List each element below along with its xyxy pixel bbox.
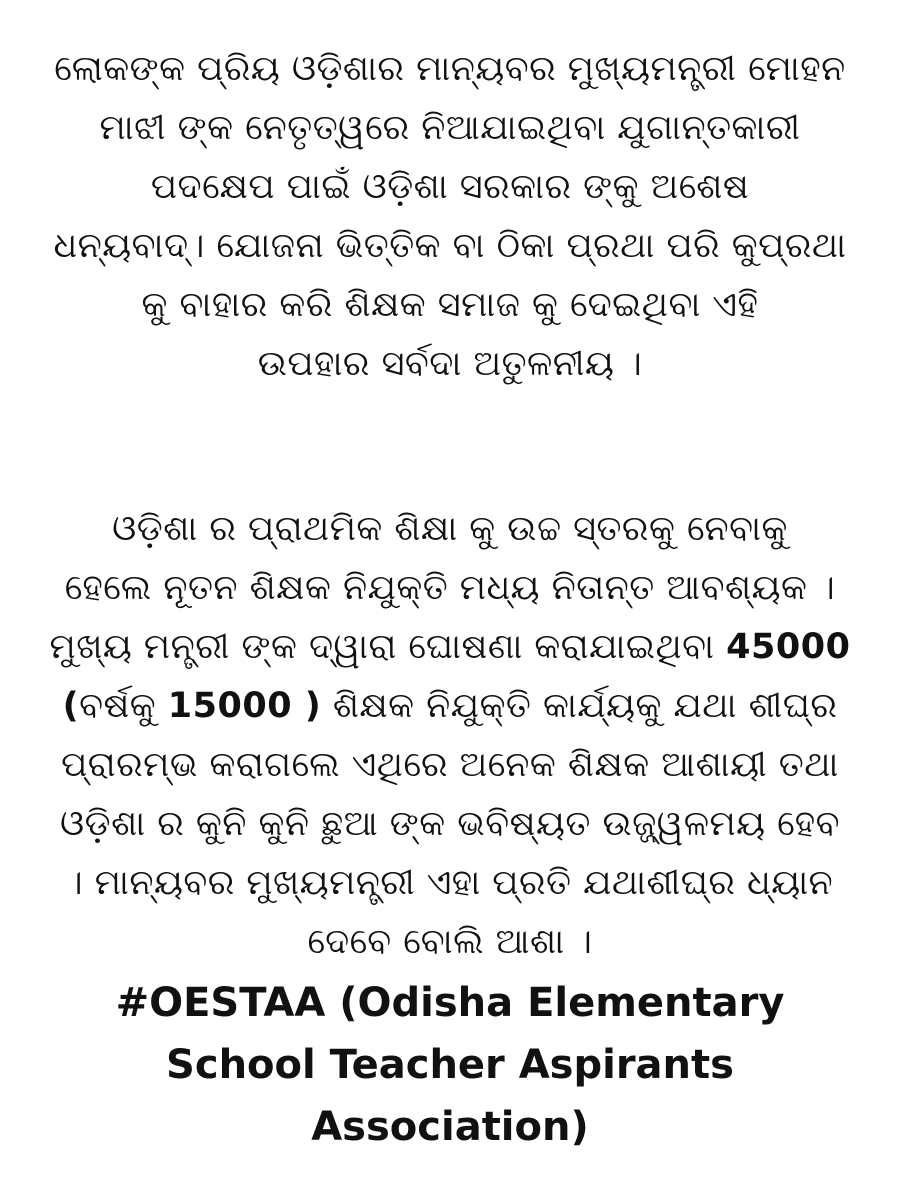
text-segment: ମୁଖ୍ୟ ମନ୍ତ୍ରୀ ଙ୍କ ଦ୍ୱାରା ଘୋଷଣା କରାଯାଇଥିବା — [49, 627, 727, 667]
open-paren: ( — [62, 686, 80, 726]
teacher-count-yearly: 15000 ) — [167, 686, 322, 726]
text-line — [20, 677, 880, 736]
text-line: ଲୋକଙ୍କ ପ୍ରିୟ ଓଡ଼ିଶାର ମାନ୍ୟବର ମୁଖ୍ୟମନ୍ତ୍ରୀ ମୋହନ — [54, 49, 846, 89]
text-line: ଦେବେ ବୋଲି ଆଶା । — [307, 922, 593, 962]
text-line: ପ୍ରାରମ୍ଭ କରାଗଲେ ଏଥିରେ ଅନେକ ଶିକ୍ଷକ ଆଶାୟୀ ତଥା — [61, 745, 839, 785]
document-body — [20, 40, 880, 1158]
text-line: କୁ ବାହାର କରି ଶିକ୍ଷକ ସମାଜ କୁ ଦେଇଥିବା ଏହି — [141, 285, 759, 325]
text-segment: ବର୍ଷକୁ — [79, 686, 168, 726]
text-line: ଧନ୍ୟବାଦ୍। ଯୋଜନା ଭିତ୍ତିକ ବା ଠିକା ପ୍ରଥା ପରି କୁପ୍ରଥା — [53, 226, 847, 266]
paragraph-gratitude — [20, 40, 880, 394]
paragraph-spacer — [20, 394, 880, 500]
org-name-line: School Teacher Aspirants — [166, 1042, 734, 1088]
paragraph-appeal — [20, 500, 880, 972]
org-name-line: Association) — [311, 1104, 589, 1150]
text-line: ମାଝୀ ଙ୍କ ନେତୃତ୍ୱରେ ନିଆଯାଇଥିବା ଯୁଗାନ୍ତକାରୀ — [99, 108, 801, 148]
teacher-count-total: 45000 — [726, 627, 851, 667]
text-line: ଓଡ଼ିଶା ର ପ୍ରାଥମିକ ଶିକ୍ଷା କୁ ଉଚ୍ଚ ସ୍ତରକୁ ନେବାକୁ — [112, 509, 788, 549]
text-line: ଉପହାର ସର୍ବଦା ଅତୁଳନୀୟ । — [257, 344, 643, 384]
text-line: । ମାନ୍ୟବର ମୁଖ୍ୟମନ୍ତ୍ରୀ ଏହା ପ୍ରତି ଯଥାଶୀଘ୍ର ଧ୍ୟାନ — [66, 863, 834, 903]
organization-signature — [20, 972, 880, 1158]
text-segment: ଶିକ୍ଷକ ନିଯୁକ୍ତି କାର୍ଯ୍ୟକୁ ଯଥା ଶୀଘ୍ର — [321, 686, 838, 726]
hashtag-line: #OESTAA (Odisha Elementary — [115, 980, 785, 1026]
text-line: ହେଲେ ନୂତନ ଶିକ୍ଷକ ନିଯୁକ୍ତି ମଧ୍ୟ ନିତାନ୍ତ ଆବଶ୍ୟକ । — [64, 568, 836, 608]
text-line: ପଦକ୍ଷେପ ପାଇଁ ଓଡ଼ିଶା ସରକାର ଙ୍କୁ ଅଶେଷ — [150, 167, 750, 207]
text-line: ଓଡ଼ିଶା ର କୁନି କୁନି ଛୁଆ ଙ୍କ ଭବିଷ୍ୟତ ଉଜ୍ଜ୍ୱଳମୟ ହେବ — [60, 804, 840, 844]
text-line — [20, 618, 880, 677]
